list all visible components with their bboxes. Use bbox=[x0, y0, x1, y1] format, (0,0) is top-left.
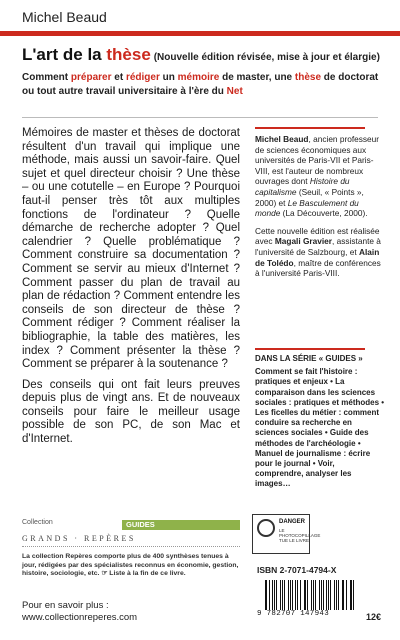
title-prefix: L'art de la bbox=[22, 45, 107, 64]
barcode-bars bbox=[265, 580, 357, 610]
collaborator-2: Alain de Tolédo bbox=[255, 246, 380, 268]
isbn: ISBN 2-7071-4794-X bbox=[257, 565, 337, 575]
subtitle-part: un bbox=[159, 72, 178, 83]
barcode-bar bbox=[269, 580, 270, 610]
guides-label: GUIDES bbox=[126, 520, 155, 529]
edition-text-a: Cette nouvelle édition est réalisée avec bbox=[255, 225, 380, 247]
danger-text: LE PHOTOCOPILLAGE TUE LE LIVRE bbox=[279, 528, 321, 543]
barcode-bar bbox=[326, 580, 327, 610]
divider bbox=[22, 117, 378, 118]
subtitle-part: mémoire bbox=[177, 72, 220, 83]
barcode-bar bbox=[276, 580, 277, 610]
edition-paragraph bbox=[255, 226, 385, 279]
subtitle-part: Comment bbox=[22, 72, 71, 83]
bio-text-3: (La Découverte, 2000). bbox=[280, 208, 368, 219]
red-accent-bar bbox=[0, 31, 400, 36]
series-rule bbox=[255, 348, 365, 350]
barcode-bar bbox=[353, 580, 354, 610]
title-highlight: thèse bbox=[106, 45, 151, 64]
barcode-bar bbox=[300, 580, 301, 610]
barcode-bar bbox=[338, 580, 339, 610]
barcode-number: 9 782707 147943 bbox=[257, 610, 330, 618]
subtitle-part: rédiger bbox=[125, 72, 160, 83]
edition-text-c: , maître de conférences à l'université Paris-VIII. bbox=[255, 257, 381, 279]
dotted-divider bbox=[22, 546, 240, 547]
price: 12€ bbox=[366, 612, 382, 622]
subtitle-part: préparer bbox=[70, 72, 112, 83]
danger-title: DANGER bbox=[279, 519, 306, 525]
bio-book-2: Le Basculement du monde bbox=[255, 197, 359, 219]
bio-text-2: (Seuil, « Points », 2000) et bbox=[255, 186, 364, 208]
author-name: Michel Beaud bbox=[22, 9, 107, 25]
edition-text-b: , assistante à l'université de Salzbourg, et bbox=[255, 236, 381, 257]
top-band bbox=[0, 0, 400, 32]
barcode-bar bbox=[346, 580, 347, 610]
danger-ring-icon bbox=[257, 519, 275, 537]
bio-paragraph bbox=[255, 134, 385, 219]
subtitle-part: thèse bbox=[294, 72, 322, 83]
website-link[interactable]: www.collectionreperes.com bbox=[22, 612, 138, 623]
barcode-bar bbox=[319, 580, 320, 610]
barcode-bar bbox=[311, 580, 312, 610]
series-list: Comment se fait l'histoire : pratiques et enjeux • La comparaison dans les sciences sociales : pratiques et méthodes • Les ficelles du métier : comment conduire sa recherche en sciences sociales • Guide des méthodes de l'archéologie • Manuel de journalisme : écrire pour le journal • Voir, comprendre, analyser les images… bbox=[255, 367, 385, 489]
grands-reperes-logo: GRANDS · REPÈRES bbox=[22, 534, 136, 543]
title-edition: (Nouvelle édition révisée, mise à jour et élargie) bbox=[153, 52, 380, 63]
book-subtitle bbox=[22, 71, 382, 98]
subtitle-part: Net bbox=[226, 85, 243, 97]
title-main bbox=[22, 45, 151, 64]
blurb-column bbox=[22, 127, 240, 447]
collection-label: Collection bbox=[22, 519, 53, 526]
subtitle-part: de master, une bbox=[219, 72, 295, 83]
more-info bbox=[22, 600, 242, 624]
barcode-bar bbox=[295, 580, 296, 610]
bio-rule bbox=[255, 127, 365, 129]
collaborator-1: Magali Gravier bbox=[274, 236, 333, 247]
series-heading: DANS LA SÉRIE « GUIDES » bbox=[255, 354, 363, 363]
author-bio bbox=[255, 127, 385, 279]
subtitle-part: et bbox=[111, 72, 126, 83]
book-title bbox=[22, 45, 392, 65]
bio-name: Michel Beaud bbox=[255, 134, 309, 144]
barcode-bar bbox=[307, 580, 308, 610]
reperes-description: La collection Repères comporte plus de 400 synthèses tenues à jour, rédigées par des spécialistes reconnus en économie, gestion, histoire, sociologie, etc. ☞ Liste à la fin de ce livre. bbox=[22, 553, 239, 578]
barcode-bar bbox=[280, 580, 281, 610]
barcode bbox=[257, 580, 357, 616]
blurb-paragraph-1: Mémoires de master et thèses de doctorat résultent d'un travail qui implique une méthode, mais aussi un savoir-faire. Quel sujet et quel directeur choisir ? Une thèse – ou une cotutelle – en Europe ? Pourquoi faut-il penser très tôt aux multiples fonctions de l'ordinateur ? Quelle démarche de recherche adopter ? Quel calendrier ? Quelle problématique ? Comment construire sa documentation ? Comment se servir au mieux d'Internet ? Comment passer du plan de travail au plan de rédaction ? Comment entendre les conseils de son directeur de thèse ? Comment rédiger ? Comment réaliser la bibliographie, la table des matières, les index ? Comment présenter la thèse ? Comment se préparer à la soutenance ? bbox=[22, 127, 240, 371]
series-box bbox=[255, 348, 385, 490]
danger-logo bbox=[252, 514, 321, 554]
barcode-bar bbox=[334, 580, 335, 610]
barcode-bar bbox=[288, 580, 289, 610]
more-info-label: Pour en savoir plus : bbox=[22, 600, 109, 611]
subtitle-part: de doctorat ou tout autre travail universitaire à l'ère du bbox=[22, 72, 379, 97]
bio-book-1: Histoire du capitalisme bbox=[255, 176, 350, 197]
blurb-paragraph-2: Des conseils qui ont fait leurs preuves depuis plus de vingt ans. Et de nouveaux conseils pour faire le meilleur usage possible de son PC, de son Mac et d'Internet. bbox=[22, 378, 240, 446]
bio-text-1: , ancien professeur de sciences économiques aux universités de Paris-VII et Paris-VIII, est l'auteur de nombreux ouvrages dont bbox=[255, 134, 380, 187]
